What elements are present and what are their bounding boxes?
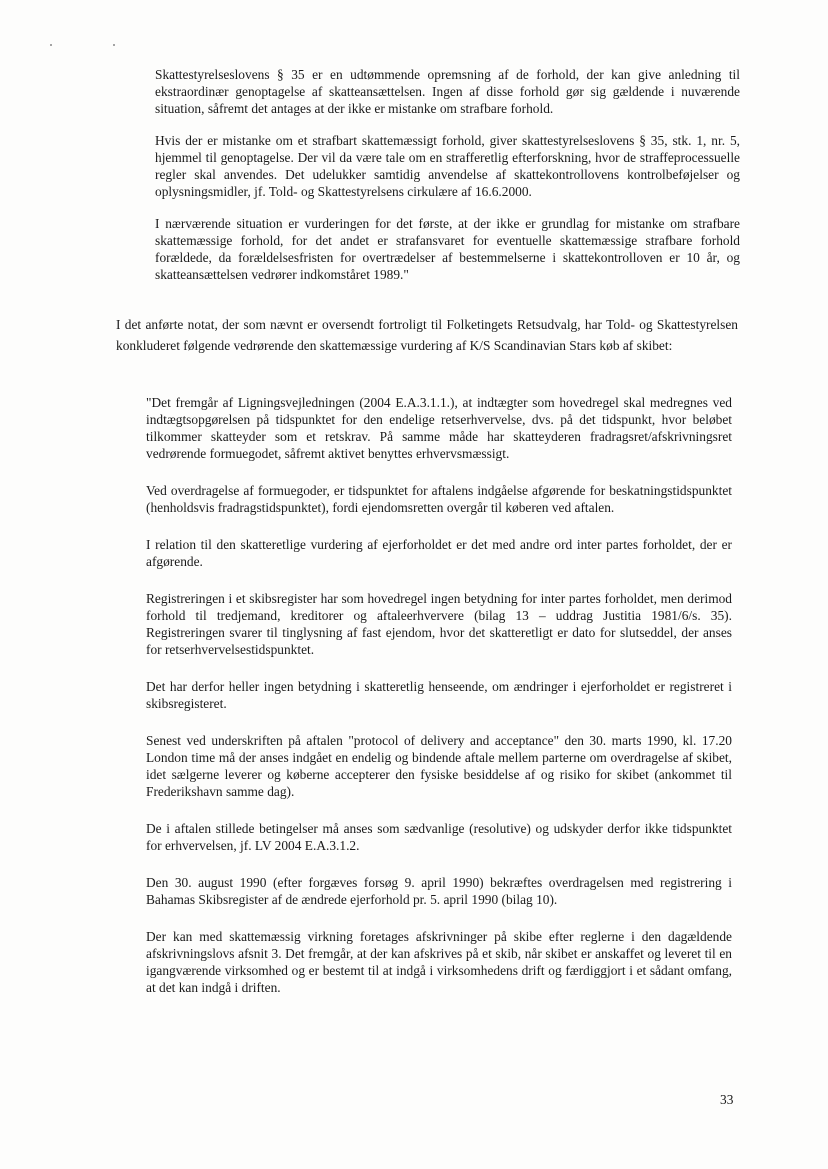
quote-paragraph: "Det fremgår af Ligningsvejledningen (2004 E.A.3.1.1.), at indtægter som hovedregel skal medregnes ved indtægtsopgørelsen på tidspunktet for den endelige retserhvervelse, dvs. på det tidspunkt, hvor beløbet tilkommer skatteyder som et retskrav. På samme måde har skatteyderen fradragsret/afskrivningsret vedrørende formuegodet, såfremt aktivet benyttes erhvervsmæssigt. xyxy=(146,395,732,461)
quote-paragraph: Hvis der er mistanke om et strafbart skattemæssigt forhold, giver skattestyrelseslovens § 35, stk. 1, nr. 5, hjemmel til genoptagelse. Der vil da være tale om en strafferetlig efterforskning, hvor de straffeprocessuelle regler skal anvendes. Det udelukker samtidig anvendelse af skattekontrollovens kontrolbeføjelser og oplysningsmidler, jf. Told- og Skattestyrelsens cirkulære af 16.6.2000. xyxy=(155,133,740,199)
quote-paragraph: Registreringen i et skibsregister har som hovedregel ingen betydning for inter partes forholdet, men derimod forhold til tredjemand, kreditorer og aftaleerhververe (bilag 13 – uddrag Justitia 1981/6/s. 35). Registreringen svarer til tinglysning af fast ejendom, hvor det skatteretligt er dato for slutseddel, der anses for retserhvervelsestidspunktet. xyxy=(146,591,732,657)
scan-speck xyxy=(113,44,115,46)
quote-paragraph: Senest ved underskriften på aftalen "protocol of delivery and acceptance" den 30. marts 1990, kl. 17.20 London time må der anses indgået en endelig og bindende aftale mellem parterne om overdragelse af skibet, idet sælgerne leverer og køberne accepterer den fysiske besiddelse af og risiko for skibet (ankommet til Frederikshavn samme dag). xyxy=(146,733,732,799)
intro-paragraph: I det anførte notat, der som nævnt er oversendt fortroligt til Folketingets Retsudvalg, har Told- og Skattestyrelsen konkluderet følgende vedrørende den skattemæssige vurdering af K/S Scandinavian Stars køb af skibet: xyxy=(116,317,738,353)
intro-section xyxy=(116,314,738,356)
quote-paragraph: Ved overdragelse af formuegoder, er tidspunktet for aftalens indgåelse afgørende for beskatningstidspunktet (henholdsvis fradragstidspunktet), fordi ejendomsretten overgår til køberen ved aftalen. xyxy=(146,483,732,515)
quote-paragraph: De i aftalen stillede betingelser må anses som sædvanlige (resolutive) og udskyder derfor ikke tidspunktet for erhvervelsen, jf. LV 2004 E.A.3.1.2. xyxy=(146,821,732,853)
quote-paragraph: Det har derfor heller ingen betydning i skatteretlig henseende, om ændringer i ejerforholdet er registreret i skibsregisteret. xyxy=(146,679,732,711)
quote-paragraph: Den 30. august 1990 (efter forgæves forsøg 9. april 1990) bekræftes overdragelsen med registrering i Bahamas Skibsregister af de ændrede ejerforhold pr. 5. april 1990 (bilag 10). xyxy=(146,875,732,907)
quote-paragraph: Skattestyrelseslovens § 35 er en udtømmende opremsning af de forhold, der kan give anledning til ekstraordinær genoptagelse af skatteansættelsen. Ingen af disse forhold gør sig gældende i nuværende situation, såfremt det antages at der ikke er mistanke om strafbare forhold. xyxy=(155,67,740,116)
quote-paragraph: Der kan med skattemæssig virkning foretages afskrivninger på skibe efter reglerne i den dagældende afskrivningslovs afsnit 3. Det fremgår, at der kan afskrives på et skib, når skibet er anskaffet og leveret til en igangværende virksomhed og er bestemt til at indgå i virksomhedens drift og færdiggjort i et sådant omfang, at det kan indgå i driften. xyxy=(146,929,732,995)
quote-paragraph: I nærværende situation er vurderingen for det første, at der ikke er grundlag for mistanke om strafbare skattemæssige forhold, for det andet er strafansvaret for eventuelle skattemæssige strafbare forhold forældede, da forældelsesfristen for overtrædelser af bestemmelserne i skattekontrolloven er 10 år, og skatteansættelsen vedrører indkomståret 1989." xyxy=(155,216,740,282)
quote-block-tax-assessment xyxy=(146,394,732,1016)
page-number: 33 xyxy=(720,1092,734,1107)
quote-block-tax-authority xyxy=(155,66,740,298)
quote-paragraph: I relation til den skatteretlige vurdering af ejerforholdet er det med andre ord inter partes forholdet, der er afgørende. xyxy=(146,537,732,569)
scan-speck xyxy=(50,44,52,46)
